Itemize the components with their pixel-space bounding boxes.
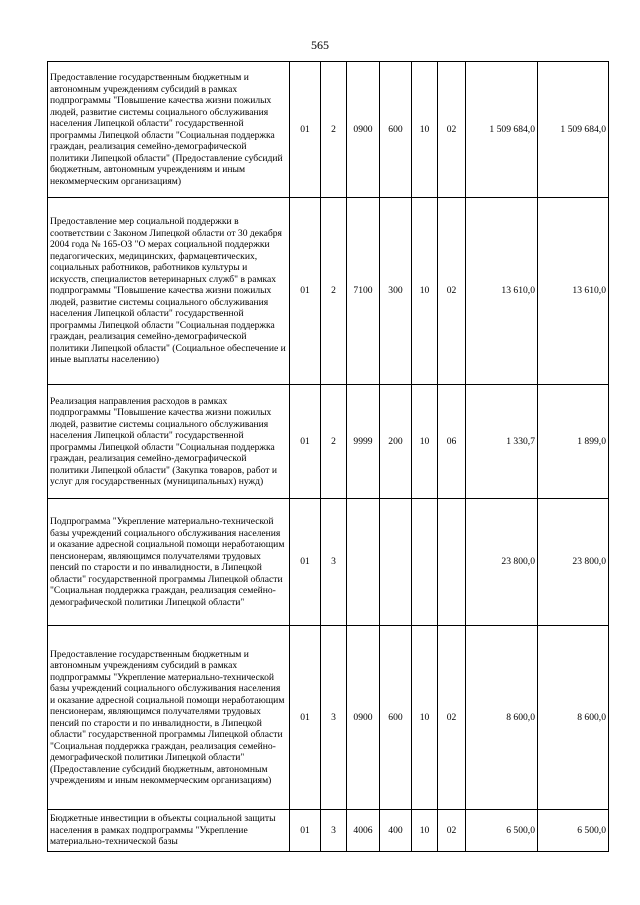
- amount-cell: 13 610,0: [538, 198, 609, 385]
- code-cell: 10: [412, 385, 438, 499]
- table-row: [48, 198, 609, 385]
- code-cell: 10: [412, 198, 438, 385]
- table-row: [48, 626, 609, 810]
- code-cell: 0900: [347, 626, 380, 810]
- table-row: [48, 62, 609, 198]
- code-cell: 01: [290, 626, 321, 810]
- amount-cell: 1 509 684,0: [538, 62, 609, 198]
- code-cell: 200: [380, 385, 412, 499]
- row-description: Предоставление государственным бюджетным и автономным учреждениям субсидий в рамках подпрограммы "Укрепление материально-технической базы учреждений социального обслуживания населения и оказание адресной социальной помощи неработающим пенсионерам, являющимся получателями трудовых пенсий по старости и по инвалидности, в Липецкой области" государственной программы Липецкой области "Социальная поддержка граждан, реализация семейно-демографической политики Липецкой области" (Предоставление субсидий бюджетным, автономным учреждениям и иным некоммерческим организациям): [48, 626, 290, 810]
- budget-table: [47, 61, 609, 852]
- code-cell: [347, 499, 380, 626]
- table-row: [48, 385, 609, 499]
- code-cell: [438, 499, 466, 626]
- code-cell: 10: [412, 626, 438, 810]
- code-cell: 2: [321, 62, 347, 198]
- code-cell: 600: [380, 62, 412, 198]
- code-cell: 01: [290, 385, 321, 499]
- code-cell: 3: [321, 626, 347, 810]
- code-cell: 0900: [347, 62, 380, 198]
- table-row: [48, 499, 609, 626]
- amount-cell: 6 500,0: [538, 810, 609, 852]
- row-description: Бюджетные инвестиции в объекты социальной защиты населения в рамках подпрограммы "Укрепление материально-технической базы: [48, 810, 290, 852]
- amount-cell: 1 330,7: [466, 385, 538, 499]
- code-cell: [412, 499, 438, 626]
- code-cell: 02: [438, 810, 466, 852]
- code-cell: 02: [438, 198, 466, 385]
- amount-cell: 8 600,0: [538, 626, 609, 810]
- code-cell: 3: [321, 499, 347, 626]
- amount-cell: 6 500,0: [466, 810, 538, 852]
- code-cell: 400: [380, 810, 412, 852]
- amount-cell: 1 509 684,0: [466, 62, 538, 198]
- code-cell: 9999: [347, 385, 380, 499]
- row-description: Реализация направления расходов в рамках подпрограммы "Повышение качества жизни пожилых людей, развитие системы социального обслуживания населения Липецкой области" государственной программы Липецкой области "Социальная поддержка граждан, реализация семейно-демографической политики Липецкой области" (Закупка товаров, работ и услуг для государственных (муниципальных) нужд): [48, 385, 290, 499]
- code-cell: 01: [290, 499, 321, 626]
- amount-cell: 23 800,0: [466, 499, 538, 626]
- code-cell: 01: [290, 810, 321, 852]
- table-row: [48, 810, 609, 852]
- code-cell: 10: [412, 810, 438, 852]
- row-description: Предоставление мер социальной поддержки в соответствии с Законом Липецкой области от 30 декабря 2004 года № 165-ОЗ "О мерах социальной поддержки педагогических, медицинских, фармацевтических, социальных работников, работников культуры и искусств, специалистов ветеринарных служб" в рамках подпрограммы "Повышение качества жизни пожилых людей, развитие системы социального обслуживания населения Липецкой области" государственной программы Липецкой области "Социальная поддержка граждан, реализация семейно-демографической политики Липецкой области" (Социальное обеспечение и иные выплаты населению): [48, 198, 290, 385]
- code-cell: 2: [321, 385, 347, 499]
- code-cell: 4006: [347, 810, 380, 852]
- code-cell: 2: [321, 198, 347, 385]
- code-cell: 600: [380, 626, 412, 810]
- code-cell: 10: [412, 62, 438, 198]
- code-cell: [380, 499, 412, 626]
- amount-cell: 13 610,0: [466, 198, 538, 385]
- page-number: 565: [311, 38, 329, 52]
- code-cell: 06: [438, 385, 466, 499]
- code-cell: 02: [438, 62, 466, 198]
- code-cell: 01: [290, 198, 321, 385]
- row-description: Подпрограмма "Укрепление материально-технической базы учреждений социального обслуживания населения и оказание адресной социальной помощи неработающим пенсионерам, являющимся получателями трудовых пенсий по старости и по инвалидности, в Липецкой области" государственной программы Липецкой области "Социальная поддержка граждан, реализация семейно-демографической политики Липецкой области": [48, 499, 290, 626]
- code-cell: 3: [321, 810, 347, 852]
- code-cell: 02: [438, 626, 466, 810]
- code-cell: 7100: [347, 198, 380, 385]
- amount-cell: 1 899,0: [538, 385, 609, 499]
- amount-cell: 8 600,0: [466, 626, 538, 810]
- code-cell: 01: [290, 62, 321, 198]
- row-description: Предоставление государственным бюджетным и автономным учреждениям субсидий в рамках подпрограммы "Повышение качества жизни пожилых людей, развитие системы социального обслуживания населения Липецкой области" государственной программы Липецкой области "Социальная поддержка граждан, реализация семейно-демографической политики Липецкой области" (Предоставление субсидий бюджетным, автономным учреждениям и иным некоммерческим организациям): [48, 62, 290, 198]
- amount-cell: 23 800,0: [538, 499, 609, 626]
- code-cell: 300: [380, 198, 412, 385]
